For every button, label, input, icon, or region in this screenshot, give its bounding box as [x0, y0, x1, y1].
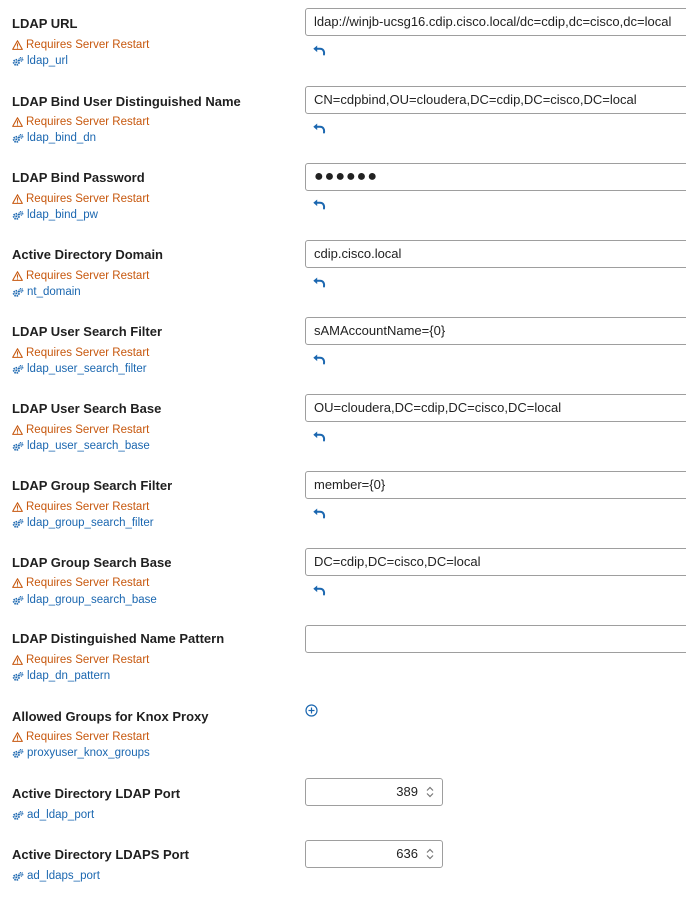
setting-label: LDAP URL	[12, 16, 78, 31]
gears-icon	[12, 133, 24, 144]
gears-icon	[12, 210, 24, 221]
config-key-text[interactable]: ldap_dn_pattern	[27, 670, 111, 682]
warning-icon	[12, 732, 23, 742]
restart-warning	[12, 347, 149, 359]
ad-ldap-port-input[interactable]	[305, 778, 443, 806]
warning-icon	[12, 578, 23, 588]
restart-warning	[12, 270, 149, 282]
warning-icon	[12, 425, 23, 435]
restart-warning	[12, 424, 149, 436]
ad-ldaps-port-input[interactable]	[305, 840, 443, 868]
setting-label: LDAP Group Search Base	[12, 555, 172, 570]
spinner-icon[interactable]	[424, 785, 436, 799]
ldap-url-input[interactable]: ldap://winjb-ucsg16.cdip.cisco.local/dc=cdip,dc=cisco,dc=local	[305, 8, 686, 36]
ldap-bind-dn-input[interactable]: CN=cdpbind,OU=cloudera,DC=cdip,DC=cisco,DC=local	[305, 86, 686, 114]
ldap-group-search-base-input[interactable]: DC=cdip,DC=cisco,DC=local	[305, 548, 686, 576]
undo-icon[interactable]	[312, 353, 326, 365]
nt-domain-input[interactable]: cdip.cisco.local	[305, 240, 686, 268]
setting-label: Active Directory LDAPS Port	[12, 847, 189, 862]
undo-icon[interactable]	[312, 44, 326, 56]
restart-warning	[12, 731, 149, 743]
warning-icon	[12, 117, 23, 127]
setting-label: LDAP Bind User Distinguished Name	[12, 94, 241, 109]
restart-warning-text: Requires Server Restart	[26, 501, 150, 513]
warning-icon	[12, 655, 23, 665]
undo-icon[interactable]	[312, 430, 326, 442]
port-value[interactable]: 389	[396, 784, 418, 799]
undo-icon[interactable]	[312, 507, 326, 519]
config-key-text[interactable]: ldap_bind_dn	[27, 132, 97, 144]
gears-icon	[12, 287, 24, 298]
restart-warning	[12, 577, 149, 589]
config-key-link[interactable]	[12, 55, 68, 67]
ldap-user-search-base-input[interactable]: OU=cloudera,DC=cdip,DC=cisco,DC=local	[305, 394, 686, 422]
warning-icon	[12, 271, 23, 281]
config-key-text[interactable]: ldap_user_search_filter	[27, 363, 147, 375]
setting-label: Active Directory Domain	[12, 247, 163, 262]
restart-warning-text: Requires Server Restart	[26, 270, 150, 282]
setting-label: LDAP User Search Filter	[12, 324, 163, 339]
restart-warning	[12, 39, 149, 51]
restart-warning-text: Requires Server Restart	[26, 424, 150, 436]
config-key-link[interactable]	[12, 363, 147, 375]
restart-warning	[12, 116, 149, 128]
gears-icon	[12, 595, 24, 606]
config-key-link[interactable]	[12, 209, 98, 221]
config-key-text[interactable]: proxyuser_knox_groups	[27, 747, 150, 759]
undo-icon[interactable]	[312, 122, 326, 134]
restart-warning	[12, 654, 149, 666]
setting-label: LDAP User Search Base	[12, 401, 162, 416]
config-key-link[interactable]	[12, 517, 154, 529]
warning-icon	[12, 194, 23, 204]
config-key-link[interactable]	[12, 286, 81, 298]
restart-warning-text: Requires Server Restart	[26, 193, 150, 205]
config-key-link[interactable]	[12, 870, 100, 882]
undo-icon[interactable]	[312, 198, 326, 210]
gears-icon	[12, 518, 24, 529]
restart-warning-text: Requires Server Restart	[26, 347, 150, 359]
setting-label: Allowed Groups for Knox Proxy	[12, 709, 209, 724]
gears-icon	[12, 441, 24, 452]
config-key-text[interactable]: ldap_user_search_base	[27, 440, 150, 452]
config-key-link[interactable]	[12, 132, 96, 144]
restart-warning-text: Requires Server Restart	[26, 39, 150, 51]
config-key-link[interactable]	[12, 440, 150, 452]
restart-warning-text: Requires Server Restart	[26, 654, 150, 666]
setting-label: Active Directory LDAP Port	[12, 786, 181, 801]
undo-icon[interactable]	[312, 584, 326, 596]
config-key-text[interactable]: nt_domain	[27, 286, 81, 298]
restart-warning-text: Requires Server Restart	[26, 731, 150, 743]
gears-icon	[12, 56, 24, 67]
gears-icon	[12, 748, 24, 759]
config-key-text[interactable]: ad_ldaps_port	[27, 870, 100, 882]
gears-icon	[12, 810, 24, 821]
setting-label: LDAP Distinguished Name Pattern	[12, 631, 225, 646]
warning-icon	[12, 40, 23, 50]
restart-warning	[12, 193, 149, 205]
config-key-link[interactable]	[12, 747, 150, 759]
restart-warning-text: Requires Server Restart	[26, 116, 150, 128]
config-key-text[interactable]: ldap_group_search_base	[27, 594, 157, 606]
config-key-link[interactable]	[12, 670, 110, 682]
gears-icon	[12, 871, 24, 882]
setting-label: LDAP Group Search Filter	[12, 478, 173, 493]
config-key-text[interactable]: ldap_group_search_filter	[27, 517, 154, 529]
warning-icon	[12, 348, 23, 358]
port-value[interactable]: 636	[396, 846, 418, 861]
add-circle-icon[interactable]	[305, 704, 318, 717]
ldap-group-search-filter-input[interactable]: member={0}	[305, 471, 686, 499]
gears-icon	[12, 671, 24, 682]
config-key-link[interactable]	[12, 809, 94, 821]
undo-icon[interactable]	[312, 276, 326, 288]
config-key-text[interactable]: ldap_url	[27, 55, 68, 67]
restart-warning-text: Requires Server Restart	[26, 577, 150, 589]
gears-icon	[12, 364, 24, 375]
config-key-text[interactable]: ldap_bind_pw	[27, 209, 98, 221]
config-key-text[interactable]: ad_ldap_port	[27, 809, 95, 821]
ldap-bind-pw-input[interactable]: ●●●●●●	[305, 163, 686, 191]
config-key-link[interactable]	[12, 594, 157, 606]
spinner-icon[interactable]	[424, 847, 436, 861]
ldap-user-search-filter-input[interactable]: sAMAccountName={0}	[305, 317, 686, 345]
warning-icon	[12, 502, 23, 512]
ldap-dn-pattern-input[interactable]	[305, 625, 686, 653]
setting-label: LDAP Bind Password	[12, 170, 145, 185]
restart-warning	[12, 501, 149, 513]
